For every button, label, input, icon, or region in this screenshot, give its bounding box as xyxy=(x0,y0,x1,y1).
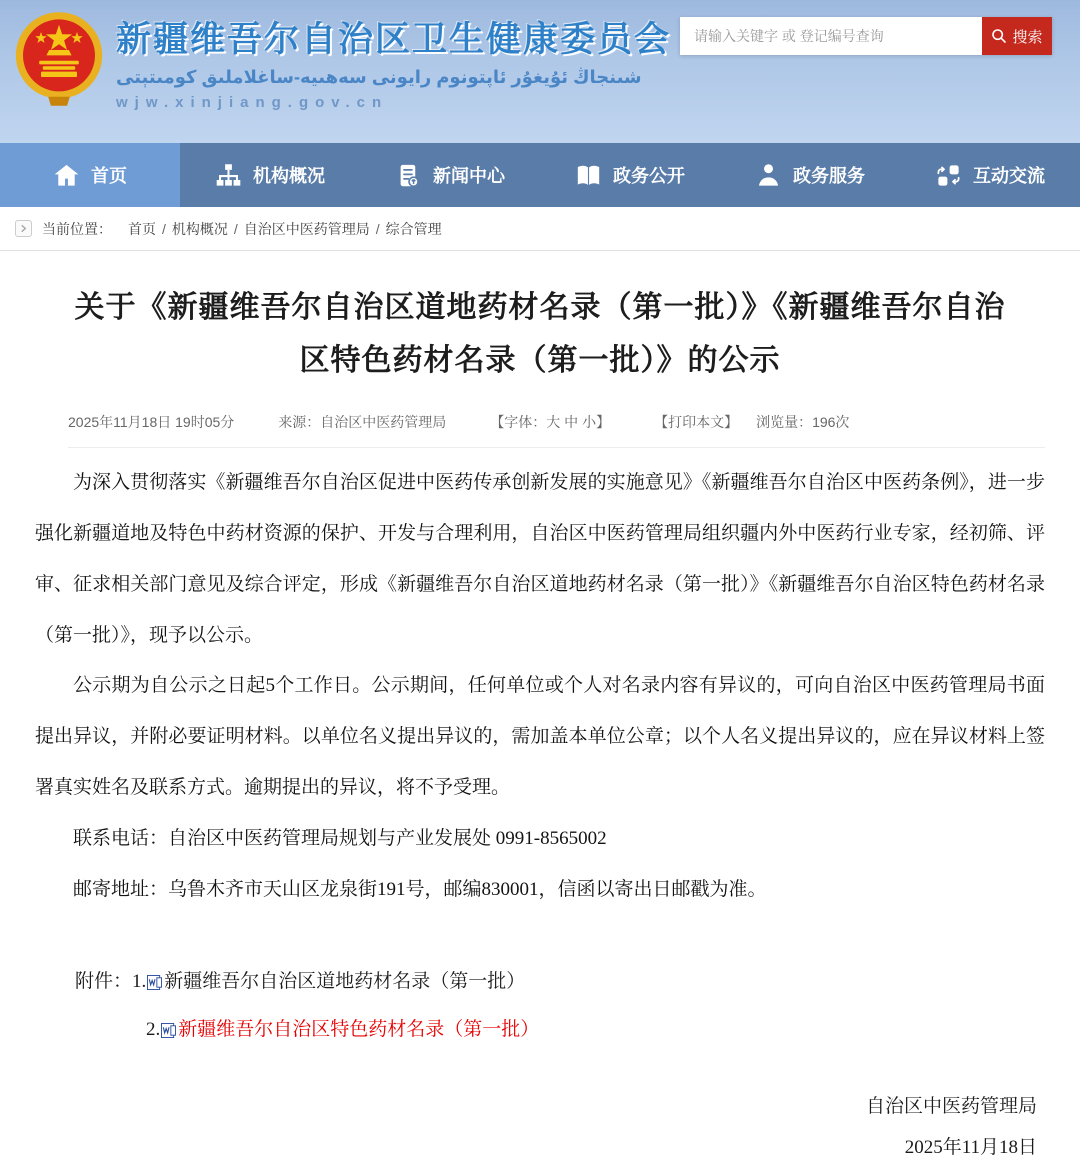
org-chart-icon xyxy=(215,162,242,189)
view-count: 浏览量：196次 xyxy=(756,413,850,430)
site-header xyxy=(0,0,1080,143)
signature-org: 自治区中医药管理局 xyxy=(865,1095,1037,1117)
site-titles xyxy=(116,8,671,111)
exchange-icon xyxy=(935,162,962,189)
breadcrumb-separator: / xyxy=(233,220,238,237)
search-button[interactable] xyxy=(982,17,1052,55)
site-url: wjw.xinjiang.gov.cn xyxy=(116,94,389,111)
article-title: 关于《新疆维吾尔自治区道地药材名录（第一批）》《新疆维吾尔自治区特色药材名录（第一批）》的公示 xyxy=(74,291,1006,378)
breadcrumb-link-general-mgmt[interactable]: 综合管理 xyxy=(385,220,442,237)
site-title-uyghur: شىنجاڭ ئۇيغۇر ئاپتونوم رايونى سەھىيە-ساغلاملىق كومىتېتى xyxy=(116,67,642,87)
nav-item-home[interactable] xyxy=(0,143,180,207)
attachment-row xyxy=(35,958,1045,1006)
article xyxy=(0,281,1080,1169)
breadcrumb-link-tcm-admin[interactable]: 自治区中医药管理局 xyxy=(243,220,370,237)
person-service-icon xyxy=(755,162,782,189)
article-body xyxy=(35,458,1045,916)
attachment-link-tese-list[interactable]: 新疆维吾尔自治区特色药材名录（第一批） xyxy=(178,1019,540,1041)
signature-date: 2025年11月18日 xyxy=(904,1136,1037,1158)
breadcrumb xyxy=(0,207,1080,251)
attachment-index: 2. xyxy=(146,1019,161,1041)
attachment-link-daodi-list[interactable]: 新疆维吾尔自治区道地药材名录（第一批） xyxy=(164,970,526,992)
article-signature xyxy=(35,1087,1045,1169)
nav-item-gov-disclosure[interactable] xyxy=(540,143,720,207)
contact-phone: 联系电话：自治区中医药管理局规划与产业发展处 0991-8565002 xyxy=(73,828,607,850)
attachments xyxy=(35,958,1045,1055)
article-meta xyxy=(68,412,1045,448)
site-title: 新疆维吾尔自治区卫生健康委员会 xyxy=(116,20,672,59)
nav-item-interaction[interactable] xyxy=(900,143,1080,207)
word-doc-icon xyxy=(161,1023,176,1038)
paragraph-2: 公示期为自公示之日起5个工作日。公示期间，任何单位或个人对名录内容有异议的，可向自治区中医药管理局书面提出异议，并附必要证明材料。以单位名义提出异议的，需加盖本单位公章；以个人名义提出异议的，应在异议材料上签署真实姓名及联系方式。逾期提出的异议，将不予受理。 xyxy=(35,675,1045,799)
word-doc-icon xyxy=(147,975,162,990)
main-nav xyxy=(0,143,1080,207)
nav-item-org-overview[interactable] xyxy=(180,143,360,207)
breadcrumb-link-home[interactable]: 首页 xyxy=(128,220,156,237)
paragraph-1: 为深入贯彻落实《新疆维吾尔自治区促进中医药传承创新发展的实施意见》《新疆维吾尔自治区中医药条例》，进一步强化新疆道地及特色中药材资源的保护、开发与合理利用，自治区中医药管理局组织疆内外中医药行业专家，经初筛、评审、征求相关部门意见及综合评定，形成《新疆维吾尔自治区道地药材名录（第一批）》《新疆维吾尔自治区特色药材名录（第一批）》，现予以公示。 xyxy=(35,471,1045,646)
breadcrumb-arrow-icon xyxy=(15,220,32,237)
attachment-row xyxy=(35,1006,1045,1054)
nav-item-label: 首页 xyxy=(91,166,127,186)
nav-item-gov-services[interactable] xyxy=(720,143,900,207)
attachments-label: 附件： xyxy=(75,970,133,992)
search-input[interactable] xyxy=(680,17,982,55)
nav-item-label: 机构概况 xyxy=(253,166,325,186)
nav-item-label: 政务公开 xyxy=(613,166,685,186)
print-button[interactable]: 【打印本文】 xyxy=(654,413,739,430)
search-bar xyxy=(680,17,1052,55)
nav-item-label: 政务服务 xyxy=(793,166,865,186)
home-icon xyxy=(53,162,80,189)
article-source: 来源：自治区中医药管理局 xyxy=(278,413,447,430)
nav-item-label: 新闻中心 xyxy=(433,166,505,186)
open-book-icon xyxy=(575,162,602,189)
breadcrumb-link-org-overview[interactable]: 机构概况 xyxy=(171,220,228,237)
national-emblem-logo xyxy=(14,8,104,110)
publish-datetime: 2025年11月18日 19时05分 xyxy=(68,413,235,430)
nav-item-news-center[interactable] xyxy=(360,143,540,207)
breadcrumb-label: 当前位置： xyxy=(42,220,112,237)
news-icon xyxy=(395,162,422,189)
breadcrumb-separator: / xyxy=(375,220,380,237)
nav-item-label: 互动交流 xyxy=(973,166,1045,186)
search-button-label: 搜索 xyxy=(1012,28,1043,46)
font-size-control[interactable]: 【字体：大 中 小】 xyxy=(490,413,611,430)
search-icon xyxy=(991,28,1007,44)
contact-address: 邮寄地址：乌鲁木齐市天山区龙泉街191号，邮编830001，信函以寄出日邮戳为准。 xyxy=(73,879,767,901)
breadcrumb-separator: / xyxy=(162,220,166,237)
attachment-index: 1. xyxy=(132,970,147,992)
